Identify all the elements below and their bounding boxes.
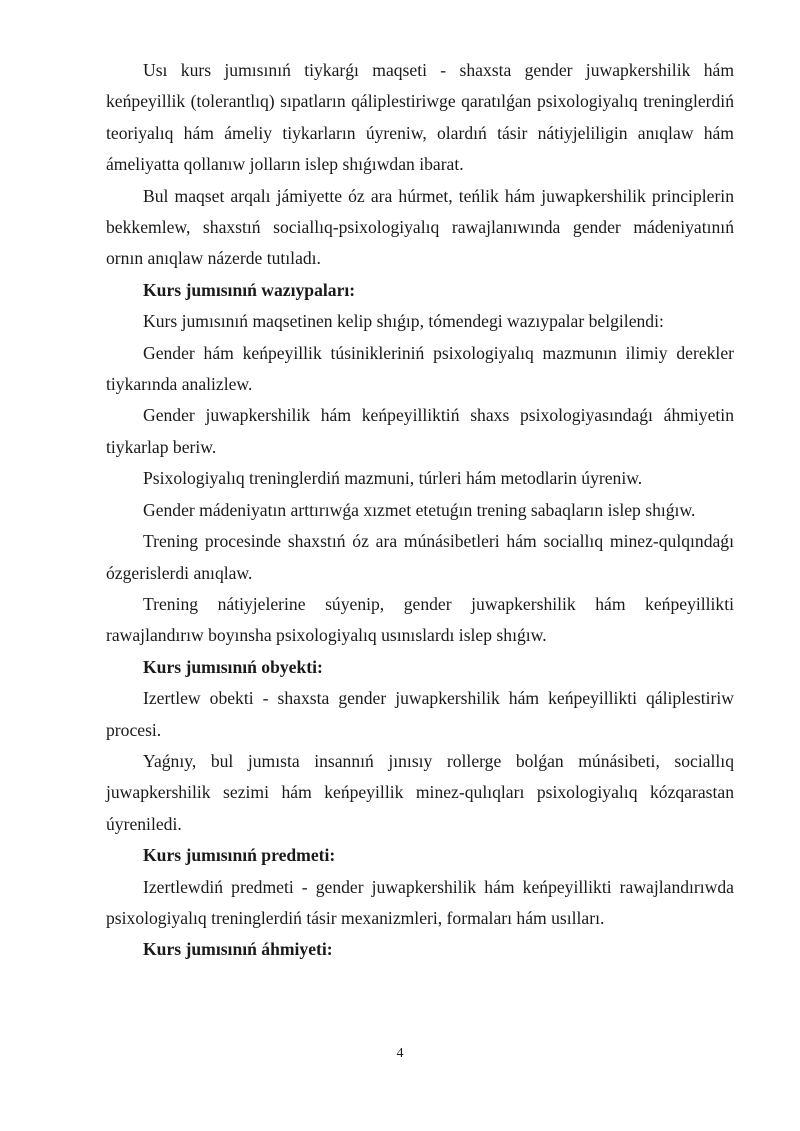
task-item-2: Gender juwapkershilik hám keńpeyilliktiń shaxs psixologiyasındaǵı áhmiyetin tiykarlap beriw. bbox=[106, 405, 734, 457]
task-item-3: Psixologiyalıq treninglerdiń mazmuni, túrleri hám metodlarin úyreniw. bbox=[143, 468, 643, 489]
task-item-1: Gender hám keńpeyillik túsinikleriniń psixologiyalıq mazmunın ilimiy derekler tiykarında analizlew. bbox=[106, 342, 734, 395]
paragraph-goal-details: Bul maqset arqalı jámiyette óz ara húrmet, teńlik hám juwapkershilik principlerin bekkemlew, shaxstıń sociallıq-psixologiyalıq rawajlanıwında gender mádeniyatınıń ornın anıqlaw názerde tutıladı. bbox=[106, 185, 734, 269]
document-page bbox=[106, 55, 734, 966]
task-item-4: Gender mádeniyatın arttırıwǵa xızmet etetuǵın trening sabaqların islep shıǵıw. bbox=[143, 499, 696, 520]
paragraph-object: Izertlew obekti - shaxsta gender juwapkershilik hám keńpeyillikti qáliplestiriw procesi. bbox=[106, 688, 734, 740]
task-item-5: Trening procesinde shaxstıń óz ara múnásibetleri hám sociallıq minez-qulqındaǵı ózgerislerdi anıqlaw. bbox=[106, 531, 734, 583]
paragraph-object-details: Yaǵnıy, bul jumısta insannıń jınısıy rollerge bolǵan múnásibeti, sociallıq juwapkershilik sezimi hám keńpeyillik minez-qulıqları psixologiyalıq kózqarastan úyreniledi. bbox=[106, 750, 734, 834]
heading-importance: Kurs jumısınıń áhmiyeti: bbox=[143, 939, 333, 960]
heading-object: Kurs jumısınıń obyekti: bbox=[143, 656, 323, 677]
page-number: 4 bbox=[396, 1046, 404, 1061]
paragraph-main-goal: Usı kurs jumısınıń tiykarǵı maqseti - shaxsta gender juwapkershilik hám keńpeyillik (tolerantlıq) sıpatların qáliplestiriwge qaratılǵan psixologiyalıq treninglerdiń teoriyalıq hám ámeliy tiykarların úyreniw, olardıń tásir nátiyjeliligin anıqlaw hám ámeliyatta qollanıw jolların islep shıǵıwdan ibarat. bbox=[106, 60, 734, 175]
heading-subject: Kurs jumısınıń predmeti: bbox=[143, 845, 336, 866]
task-item-6: Trening nátiyjelerine súyenip, gender juwapkershilik hám keńpeyillikti rawajlandırıw boyınsha psixologiyalıq usınıslardı islep shıǵıw. bbox=[106, 593, 734, 646]
heading-tasks: Kurs jumısınıń wazıypaları: bbox=[143, 279, 356, 300]
paragraph-subject: Izertlewdiń predmeti - gender juwapkershilik hám keńpeyillikti rawajlandırıwda psixologiyalıq treninglerdiń tásir mexanizmleri, formaları hám usılları. bbox=[106, 876, 734, 928]
paragraph-tasks-intro: Kurs jumısınıń maqsetinen kelip shıǵıp, tómendegi wazıypalar belgilendi: bbox=[143, 311, 664, 332]
